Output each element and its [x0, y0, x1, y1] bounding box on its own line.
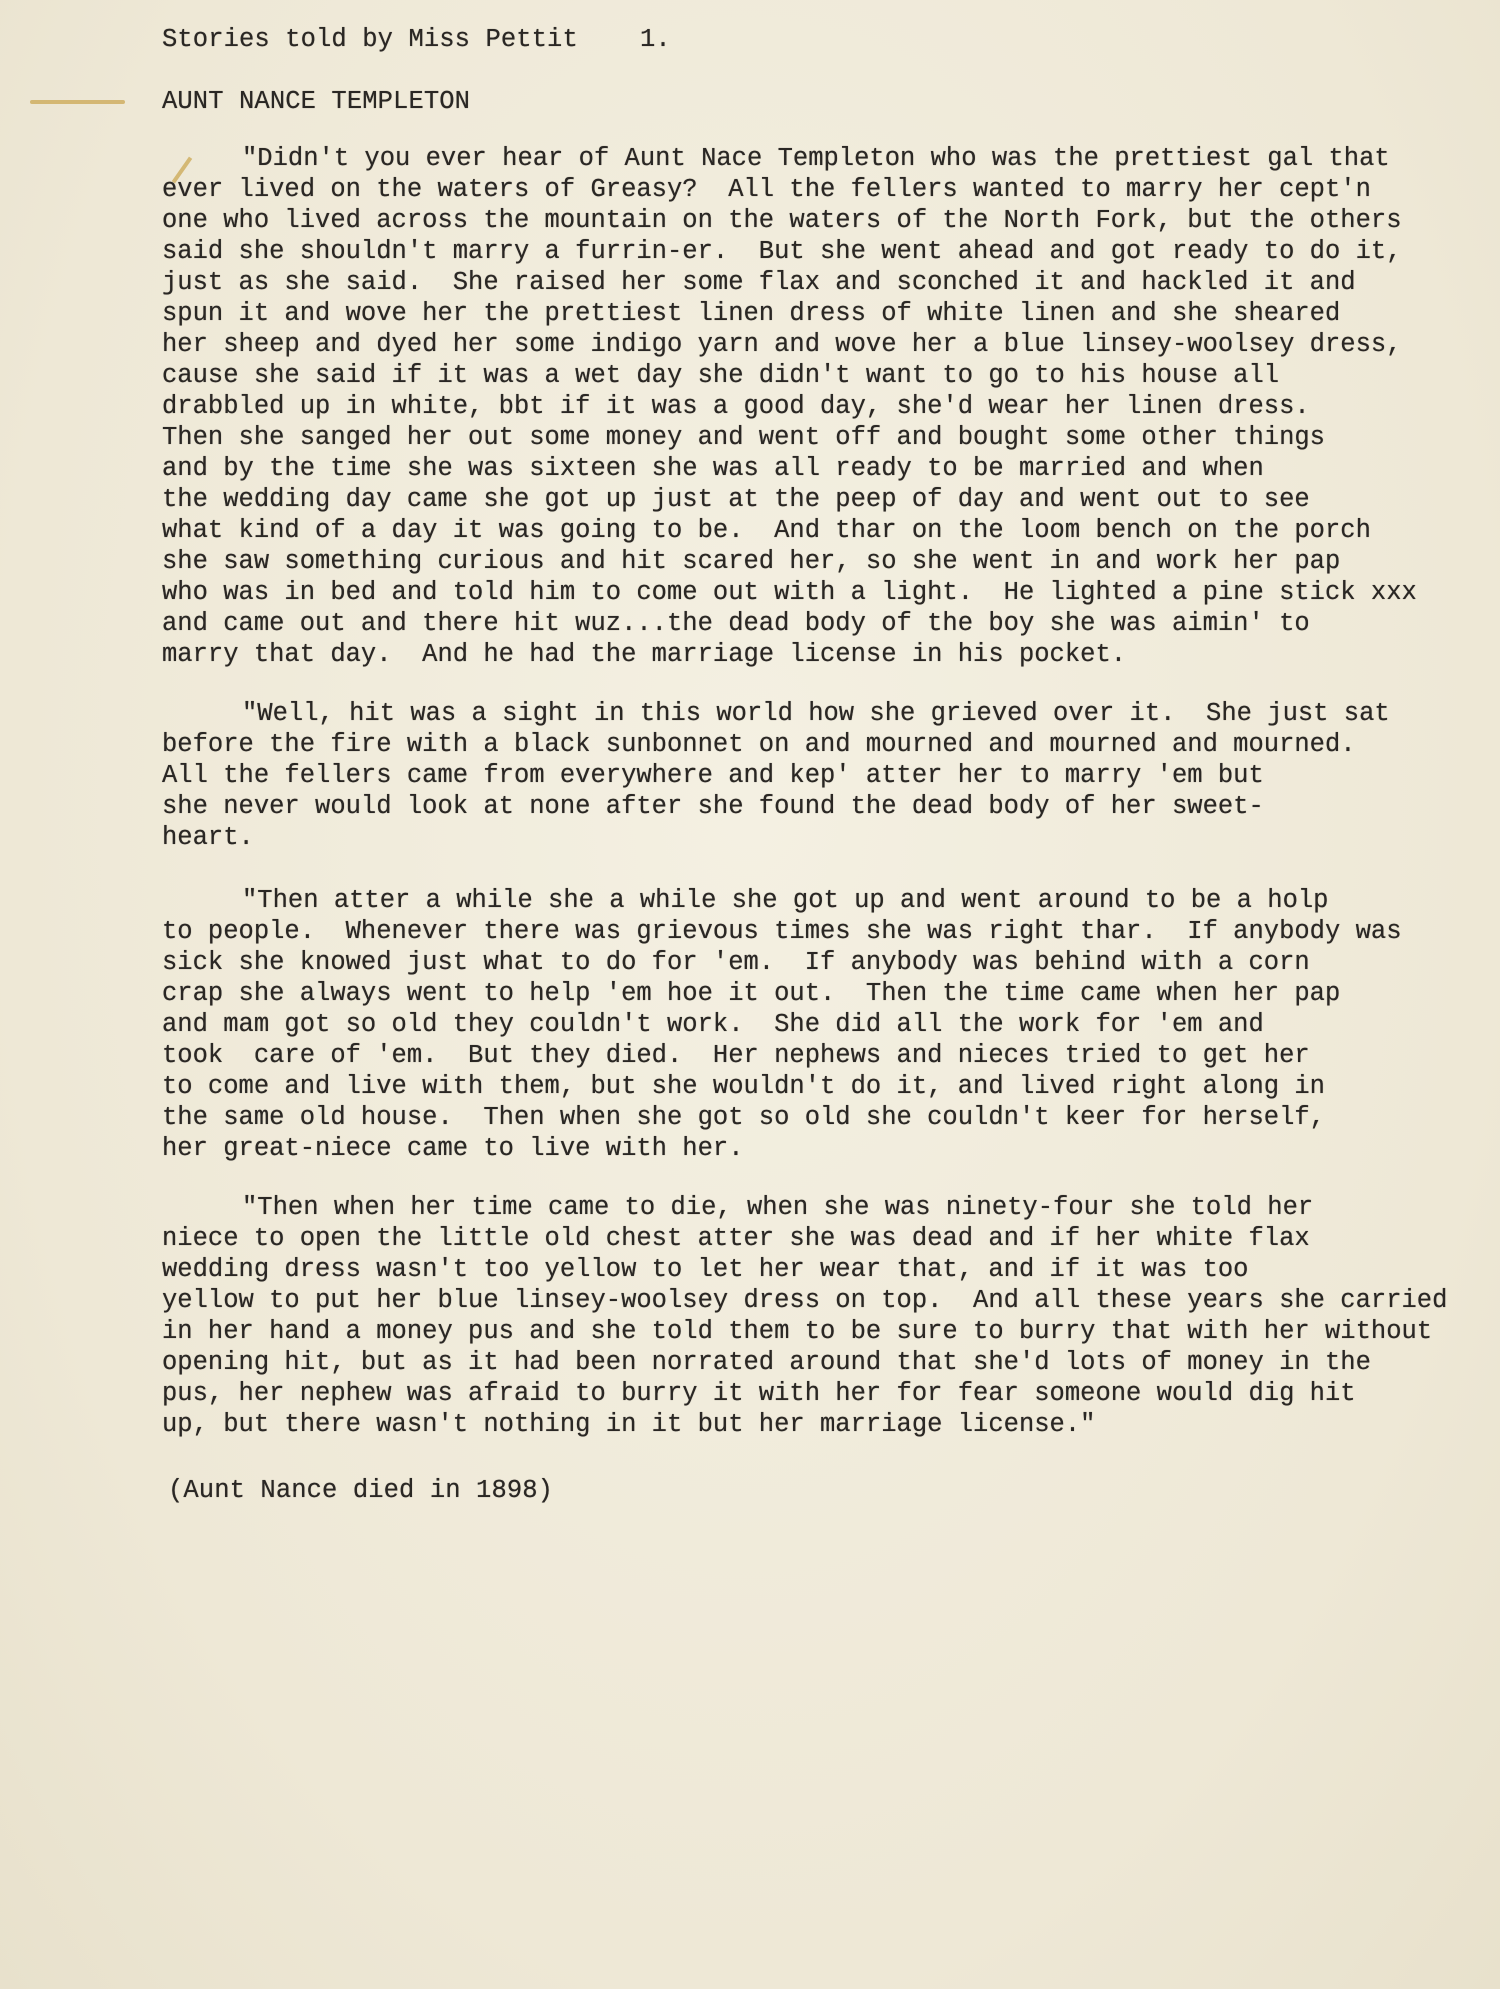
text-line: her great-niece came to live with her. — [162, 1134, 744, 1163]
text-line: before the fire with a black sunbonnet on and mourned and mourned and mourned. — [162, 730, 1356, 759]
text-line: crap she always went to help 'em hoe it out. Then the time came when her pap — [162, 979, 1341, 1008]
footnote: (Aunt Nance died in 1898) — [168, 1476, 554, 1505]
text-line: "Then when her time came to die, when she was ninety-four she told her — [242, 1193, 1314, 1222]
text-line: "Then atter a while she a while she got up and went around to be a holp — [242, 886, 1329, 915]
text-line: one who lived across the mountain on the waters of the North Fork, but the others — [162, 206, 1402, 235]
text-line: in her hand a money pus and she told them to be sure to burry that with her without — [162, 1317, 1433, 1346]
text-line: the wedding day came she got up just at the peep of day and went out to see — [162, 485, 1310, 514]
header-title: Stories told by Miss Pettit — [162, 25, 578, 54]
text-line: just as she said. She raised her some flax and sconched it and hackled it and — [162, 268, 1356, 297]
text-line: to come and live with them, but she wouldn't do it, and lived right along in — [162, 1072, 1325, 1101]
text-line: yellow to put her blue linsey-woolsey dress on top. And all these years she carried — [162, 1286, 1448, 1315]
text-line: she never would look at none after she found the dead body of her sweet- — [162, 792, 1264, 821]
paragraph-4 — [162, 1192, 1447, 1440]
text-line: to people. Whenever there was grievous times she was right thar. If anybody was — [162, 917, 1402, 946]
text-line: said she shouldn't marry a furrin-er. But she went ahead and got ready to do it, — [162, 237, 1402, 266]
text-line: cause she said if it was a wet day she didn't want to go to his house all — [162, 361, 1280, 390]
text-line: "Well, hit was a sight in this world how she grieved over it. She just sat — [242, 699, 1390, 728]
text-line: and came out and there hit wuz...the dead body of the boy she was aimin' to — [162, 609, 1310, 638]
text-line: pus, her nephew was afraid to burry it with her for fear someone would dig hit — [162, 1379, 1356, 1408]
text-line: All the fellers came from everywhere and kep' atter her to marry 'em but — [162, 761, 1264, 790]
story-heading: AUNT NANCE TEMPLETON — [162, 87, 471, 116]
text-line: and mam got so old they couldn't work. She did all the work for 'em and — [162, 1010, 1264, 1039]
paragraph-2 — [162, 698, 1390, 853]
text-line: what kind of a day it was going to be. And thar on the loom bench on the porch — [162, 516, 1371, 545]
paper-stain — [30, 100, 125, 104]
text-line: and by the time she was sixteen she was all ready to be married and when — [162, 454, 1264, 483]
text-line: wedding dress wasn't too yellow to let her wear that, and if it was too — [162, 1255, 1249, 1284]
text-line: her sheep and dyed her some indigo yarn and wove her a blue linsey-woolsey dress, — [162, 330, 1402, 359]
text-line: heart. — [162, 823, 254, 852]
page-number: 1. — [640, 25, 671, 54]
paragraph-1 — [162, 143, 1417, 670]
text-line: spun it and wove her the prettiest linen dress of white linen and she sheared — [162, 299, 1341, 328]
text-line: opening hit, but as it had been norrated around that she'd lots of money in the — [162, 1348, 1371, 1377]
text-line: sick she knowed just what to do for 'em. If anybody was behind with a corn — [162, 948, 1310, 977]
text-line: "Didn't you ever hear of Aunt Nace Templeton who was the prettiest gal that — [242, 144, 1390, 173]
text-line: niece to open the little old chest atter she was dead and if her white flax — [162, 1224, 1310, 1253]
text-line: Then she sanged her out some money and went off and bought some other things — [162, 423, 1325, 452]
text-line: marry that day. And he had the marriage license in his pocket. — [162, 640, 1127, 669]
text-line: took care of 'em. But they died. Her nephews and nieces tried to get her — [162, 1041, 1310, 1070]
paragraph-3 — [162, 885, 1402, 1164]
text-line: drabbled up in white, bbt if it was a good day, she'd wear her linen dress. — [162, 392, 1310, 421]
text-line: up, but there wasn't nothing in it but her marriage license." — [162, 1410, 1096, 1439]
text-line: ever lived on the waters of Greasy? All the fellers wanted to marry her cept'n — [162, 175, 1371, 204]
text-line: the same old house. Then when she got so old she couldn't keer for herself, — [162, 1103, 1325, 1132]
text-line: who was in bed and told him to come out with a light. He lighted a pine stick xxx — [162, 578, 1417, 607]
text-line: she saw something curious and hit scared her, so she went in and work her pap — [162, 547, 1341, 576]
